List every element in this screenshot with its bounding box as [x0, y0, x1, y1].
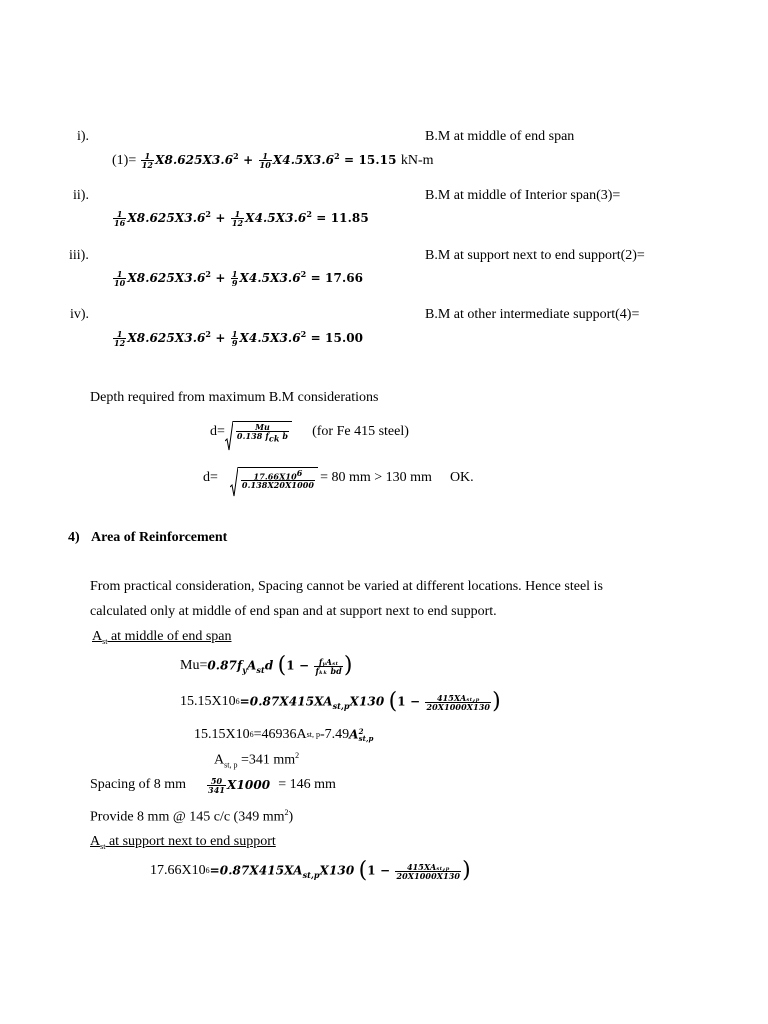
item-desc-ii: B.M at middle of Interior span(3)=	[425, 188, 621, 203]
d-label-calc: d=	[203, 470, 218, 485]
section-title: Area of Reinforcement	[91, 530, 228, 545]
equation-4: 17.66X10 6 $=0.87X415XA_{st,p}X130$ (1 − $\frac{\text{415XAₛₜ,ₚ}}{20X1000X130}$ )	[150, 858, 471, 883]
depth-formula	[210, 415, 409, 449]
equation-prefix: (1)=	[112, 153, 137, 168]
item-label-ii: ii).	[73, 188, 89, 203]
paragraph-line-2: calculated only at middle of end span and at support next to end support.	[90, 604, 497, 619]
ast-support-heading: $A_{st}$ at support next to end support	[90, 834, 276, 851]
sqrt-formula: $\frac{Mu}{\text{0.138 fck b}}$	[225, 421, 292, 443]
unit-label: kN-m	[400, 153, 434, 168]
ok-label: OK.	[449, 470, 474, 485]
item-equation-i: (1)= $\frac{1}{12}$ $X8.625X3.6^2$ + $\frac{1}{10}$ $X4.5X3.6^2 = 15.15$ kN-m	[112, 151, 434, 170]
item-desc-iv: B.M at other intermediate support(4)=	[425, 307, 640, 322]
equation-2: 15.15X10 6 $=0.87X415XA_{st,p}X130$ (1 − $\frac{\text{415XAₛₜ,ₚ}}{20X1000X130}$ )	[180, 689, 501, 714]
depth-result: = 80 mm > 130 mm	[320, 470, 432, 485]
ast-mid-heading: $A_{st}$ at middle of end span	[92, 629, 232, 646]
mu-equation: Mu= $0.87f_yA_{st}d$ (1 − $\frac{\text{fᵧAₛₜ}}{\text{fₖₖ bd}}$ )	[180, 653, 353, 678]
depth-calculation	[203, 461, 474, 495]
depth-heading: Depth required from maximum B.M considerations	[90, 390, 379, 405]
fraction: $\frac{1}{12}$	[141, 151, 154, 170]
section-number: 4)	[68, 530, 80, 545]
item-equation-iii: $\frac{1}{10}$ $X8.625X3.6^2$ + $\frac{1}{9}$ $X4.5X3.6^2 = 17.66$	[114, 269, 364, 288]
fraction: $\frac{1}{10}$	[259, 151, 271, 170]
sqrt-calc: $\frac{17.66X106}{0.138X20X1000}$	[230, 467, 318, 490]
item-equation-ii: $\frac{1}{16}$ $X8.625X3.6^2$ + $\frac{1}{12}$ $X4.5X3.6^2 = 11.85$	[114, 209, 369, 228]
item-desc-i: B.M at middle of end span	[425, 129, 575, 144]
item-desc-iii: B.M at support next to end support(2)=	[425, 248, 645, 263]
d-label: d=	[210, 424, 225, 439]
item-equation-iv: $\frac{1}{12}$ $X8.625X3.6^2$ + $\frac{1}{9}$ $X4.5X3.6^2 = 15.00$	[114, 329, 364, 348]
equation-3: 15.15X10 6 =46936A st, p -7.49 A 2 st,p	[194, 727, 374, 743]
item-label-i: i).	[77, 129, 90, 144]
spacing-line: Spacing of 8 mm $\frac{50}{341}$ X1000 = 146 mm	[90, 775, 336, 795]
item-label-iii: iii).	[69, 248, 89, 263]
provide-line: Provide 8 mm @ 145 c/c (349 $mm^2$)	[90, 808, 294, 825]
paragraph-line-1: From practical consideration, Spacing cannot be varied at different locations. Hence steel is	[90, 579, 603, 594]
ast-value: $A_{st, p} =341$ $mm^2$	[214, 751, 300, 770]
item-label-iv: iv).	[70, 307, 90, 322]
steel-note: (for Fe 415 steel)	[312, 424, 409, 439]
